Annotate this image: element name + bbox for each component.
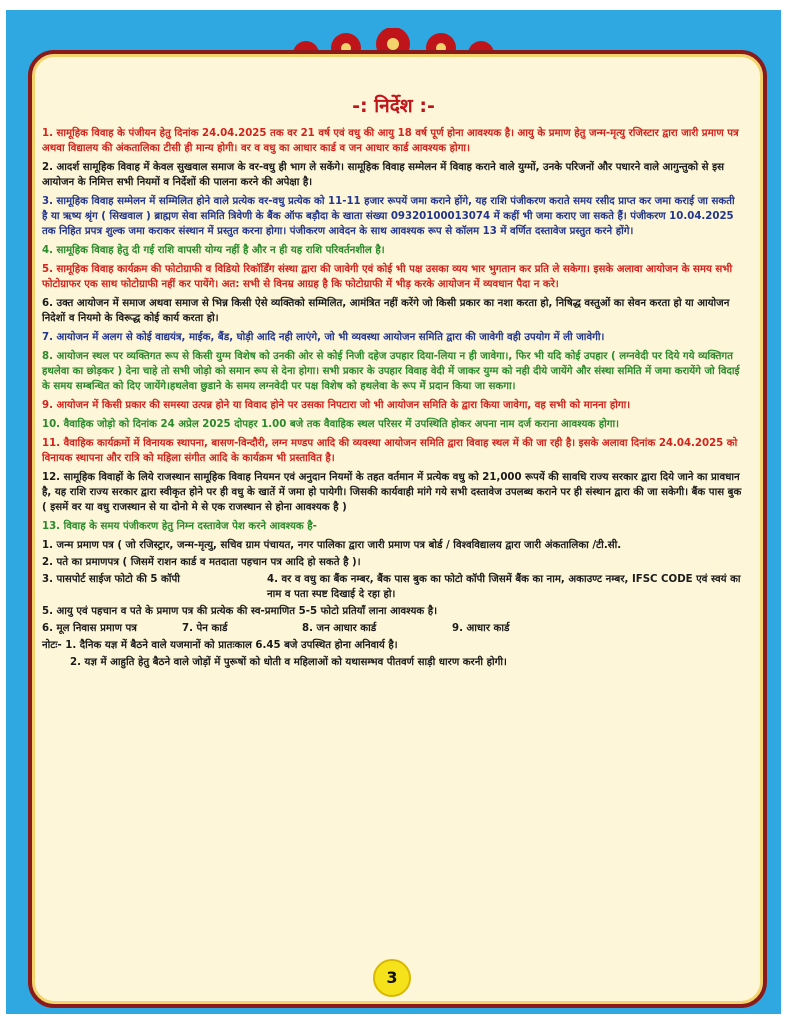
- instruction-11: 11. वैवाहिक कार्यक्रमों में विनायक स्थापना, बासण-विन्दौरी, लग्न मण्डप आदि की व्यवस्था आयोजन समिति द्वारा विवाह स्थल में की जा रही है। इसके अलावा दिनांक 24.04.2025 को विनायक स्थापना और रात्रि को महिला संगीत आदि के कार्यक्रम भी प्रस्तावित है।: [42, 438, 738, 464]
- instruction-9: 9. आयोजन में किसी प्रकार की समस्या उत्पन्न होने या विवाद होने पर उसका निपटारा जो भी आयोजन समिति के द्वारा किया जावेगा, वह सभी को मानना होगा।: [42, 400, 631, 411]
- instruction-13: 13. विवाह के समय पंजीकरण हेतु निम्न दस्तावेज पेश करने आवश्यक है-: [42, 521, 317, 532]
- instruction-12: 12. सामूहिक विवाहों के लिये राजस्थान सामूहिक विवाह नियमन एवं अनुदान नियमों के तहत वर्तमान में प्रत्येक वधु को 21,000 रूपयें की सावधि राज्य सरकार द्वारा दिये जाने का प्रावधान है, यह राशि राज्य सरकार द्वारा स्वीकृत होने पर ही वधु के खातें में जमा हो पायेगी। जिसकी कार्यवाही मांगे गये सभी दस्तावेज उपलब्ध कराने पर ही संस्थान द्वारा की जा सकेगी। बैंक पास बुक ( इसमें वर या वधु राजस्थान से या दोनो मे से एक राजस्थान से होना आवश्यक है ): [42, 472, 742, 513]
- document-1: 1. जन्म प्रमाण पत्र ( जो रजिस्ट्रार, जन्म-मृत्यु, सचिव ग्राम पंचायत, नगर पालिका द्वारा जारी प्रमाण पत्र बोर्ड / विश्वविद्यालय द्वारा जारी अंकतालिका /टी.सी.: [42, 540, 622, 551]
- document-7: 7. पेन कार्ड: [182, 623, 228, 634]
- note-1: नोटः- 1. दैनिक यज्ञ में बैठने वाले यजमानों को प्रातःकाल 6.45 बजे उपस्थित होना अनिवार्य है।: [42, 640, 398, 651]
- note-2: 2. यज्ञ में आहुति हेतु बैठने वाले जोड़ों में पुरूषों को धोती व महिलाओं को यथासम्भव पीतवर्ण साड़ी धारण करनी होगी।: [70, 657, 507, 668]
- document-8: 8. जन आधार कार्ड: [302, 623, 377, 634]
- document-row-3-4: [42, 572, 742, 602]
- document-9: 9. आधार कार्ड: [452, 623, 510, 634]
- document-3: 3. पासपोर्ट साईज फोटो की 5 कॉपी: [42, 574, 180, 585]
- instruction-10: 10. वैवाहिक जोड़ो को दिनांक 24 अप्रेल 2025 दोपहर 1.00 बजे तक वैवाहिक स्थल परिसर में उपस्थिति होकर अपना नाम दर्ज कराना आवश्यक होगा।: [42, 419, 620, 430]
- instruction-2: 2. आदर्श सामूहिक विवाह में केवल सुखवाल समाज के वर-वधु ही भाग ले सकेंगे। सामूहिक विवाह सम्मेलन में विवाह कराने वाले युग्मों, उनके परिजनों और पधारने वाले आगुन्तुको से इस आयोजन के निमित्त सभी नियमों व निर्देशों की पालना करने की अपेक्षा है।: [42, 162, 724, 188]
- instruction-7: 7. आयोजन में अलग से कोई वाद्ययंत्र, माईक, बैंड, घोड़ी आदि नही लाएंगे, जो भी व्यवस्था आयोजन समिति द्वारा की जावेगी वही उपयोग में ली जावेगी।: [42, 332, 605, 343]
- document-5: 5. आयु एवं पहचान व पते के प्रमाण पत्र की प्रत्येक की स्व-प्रमाणित 5-5 फोटो प्रतियाँ लाना आवश्यक है।: [42, 606, 438, 617]
- instruction-5: 5. सामूहिक विवाह कार्यक्रम की फोटोग्राफी व विडियो रिकॉर्डिंग संस्था द्वारा की जावेगी एवं कोई भी पक्ष उसका व्यय भार भुगतान कर प्रति ले सकेगा। इसके अलावा आयोजन के समय सभी फोटोग्राफर एक साथ फोटोग्राफी नहीं कर पायेंगे। अत: सभी से विनम्र आग्रह है कि फोटोग्राफी में भीड़ करके आयोजन में व्यवधान पैदा न करे।: [42, 264, 733, 290]
- documents-list: [42, 538, 742, 670]
- instructions-list: [42, 126, 742, 672]
- instruction-6: 6. उक्त आयोजन में समाज अथवा समाज से भिन्न किसी ऐसे व्यक्तिको सम्मिलित, आमंत्रित नहीं करेंगे जो किसी प्रकार का नशा करता हो, निषिद्ध वस्तुओं का सेवन करता हो या आयोजन निदेशों व नियमो के विरूद्ध कोई कार्य करता हो।: [42, 298, 730, 324]
- instruction-4: 4. सामूहिक विवाह हेतु दी गई राशि वापसी योग्य नहीं है और न ही यह राशि परिवर्तनशील है।: [42, 245, 385, 256]
- instruction-3: 3. सामूहिक विवाह सम्मेलन में सम्मिलित होने वाले प्रत्येक वर-वधु प्रत्येक को 11-11 हजार रूपयें जमा कराने होंगे, यह राशि पंजीकरण कराते समय रसीद प्राप्त कर जमा कराई जा सकती है या ऋष्य श्रृंग ( सिखवाल ) ब्राह्मण सेवा समिति त्रिवेणी के बैंक ऑफ बड़ौदा के खाता संख्या 09320100013074 में कहीं भी जमा कराए जा सकते हैं। पंजीकरण 10.04.2025 तक निहित प्रपत्र शुल्क जमा कराकर संस्थान में प्रस्तुत करना होगा। पंजीकरण आवेदन के साथ आवश्यक रूप से कॉलम 13 में वर्णित दस्तावेज प्रस्तुत करने होंगे।: [42, 196, 735, 237]
- instruction-1: 1. सामूहिक विवाह के पंजीयन हेतु दिनांक 24.04.2025 तक वर 21 वर्ष एवं वधु की आयु 18 वर्ष पूर्ण होना आवश्यक है। आयु के प्रमाण हेतु जन्म-मृत्यु रजिस्टार द्वारा जारी प्रमाण पत्र अथवा विद्यालय की अंकतालिका टीसी ही मान्य होगी। वर व वधु का आधार कार्ड व जन आधार कार्ड आवश्यक होगा।: [42, 128, 739, 154]
- page-title: -: निर्देश :-: [352, 95, 435, 117]
- document-4: 4. वर व वधु का बैंक नम्बर, बैंक पास बुक का फोटो कॉपी जिसमें बैंक का नाम, अकाउण्ट नम्बर, IFSC CODE एवं स्वयं का नाम व पता स्पष्ट दिखाई दे रहा हो।: [267, 574, 741, 600]
- document-row-6-9: [42, 621, 742, 636]
- document-2: 2. पते का प्रमाणपत्र ( जिसमें राशन कार्ड व मतदाता पहचान पत्र आदि हो सकते है )।: [42, 557, 361, 568]
- page-number-badge: 3: [373, 959, 411, 997]
- document-6: 6. मूल निवास प्रमाण पत्र: [42, 623, 137, 634]
- instruction-8: 8. आयोजन स्थल पर व्यक्तिगत रूप से किसी युग्म विशेष को उनकी ओर से कोई निजी दहेज उपहार दिया-लिया न ही जावेगा।, फिर भी यदि कोई उपहार ( लग्नवेदी पर दिये गये व्यक्तिगत हथलेवा का छोड़कर ) देना चाहे तो सभी जोड़ो को समान रूप से देना होगा। सभी प्रकार के उपहार विवाह वेदी में जाकर युग्म को नही दीये जायेंगे और संस्था समिति में जमा करायेंगे जो विदाई के समय सम्बन्धित को दिए जायेंगे।हथलेवा छुडाने के समय लग्नवेदी पर पक्ष विशेष को हथलेवा के रूप में प्रदान किया जा सकगा।: [42, 351, 740, 392]
